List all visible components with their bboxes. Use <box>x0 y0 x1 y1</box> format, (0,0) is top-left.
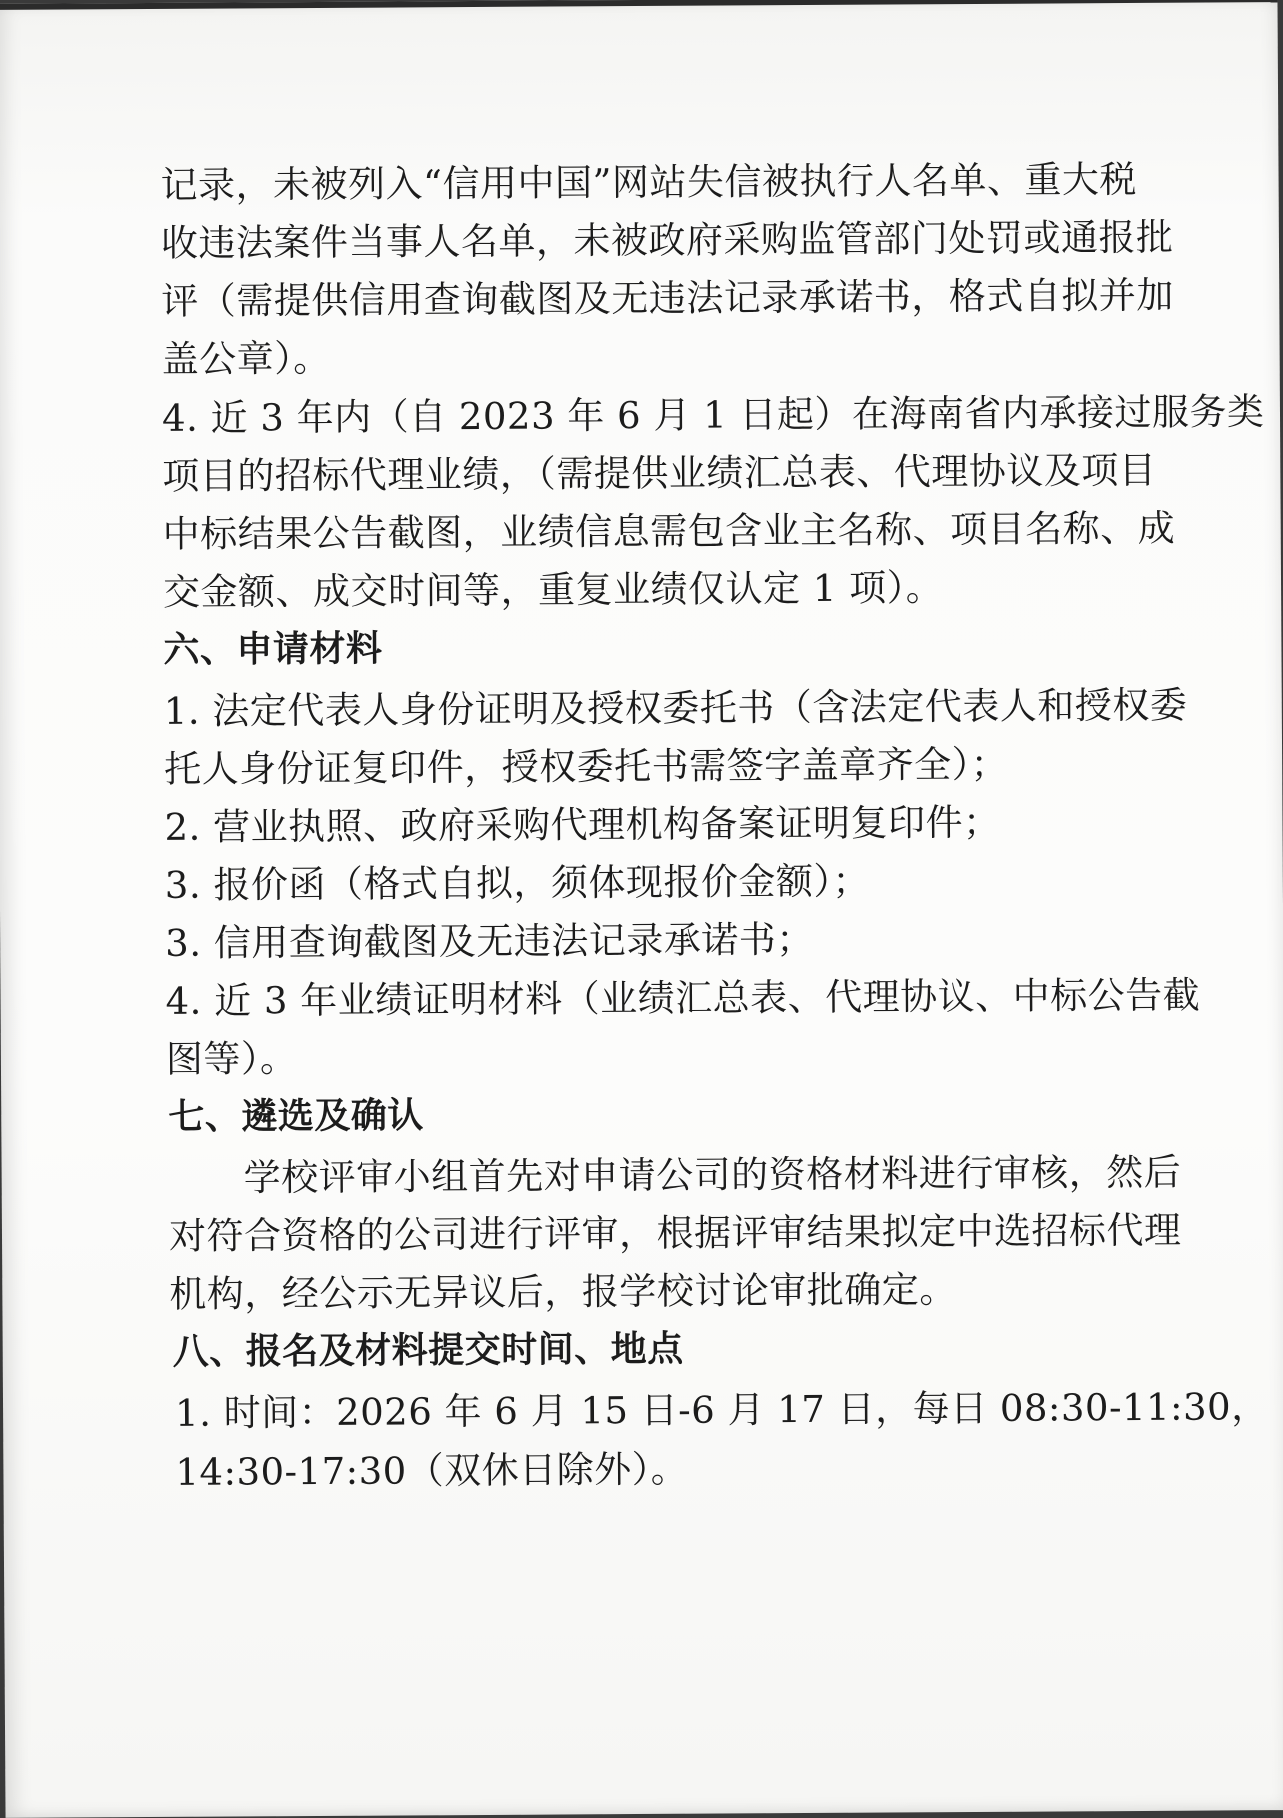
section-heading-selection: 七、遴选及确认 <box>168 1095 424 1138</box>
registration-time-line-1: 1. 时间：2026 年 6 月 15 日-6 月 17 日，每日 08:30-11:30， <box>174 1385 1269 1435</box>
section-heading-application-materials: 六、申请材料 <box>163 628 383 671</box>
material-item-2: 2. 营业执照、政府采购代理机构备案证明复印件； <box>164 800 1001 849</box>
performance-requirement-line-4: 交金额、成交时间等，重复业绩仅认定 1 项）。 <box>162 566 944 614</box>
credit-requirement-line-1: 记录，未被列入“信用中国”网站失信被执行人名单、重大税 <box>160 157 1138 207</box>
selection-paragraph-line-2: 对符合资格的公司进行评审，根据评审结果拟定中选招标代理 <box>168 1208 1182 1258</box>
credit-requirement-line-3: 评（需提供信用查询截图及无违法记录承诺书，格式自拟并加 <box>161 273 1174 323</box>
section-heading-registration: 八、报名及材料提交时间、地点 <box>172 1328 684 1373</box>
material-item-3: 3. 报价函（格式自拟，须体现报价金额）； <box>164 859 871 907</box>
scan-edge <box>0 0 1277 10</box>
registration-time-line-2: 14:30-17:30（双休日除外）。 <box>175 1447 689 1494</box>
material-item-4-line-2: 图等）。 <box>165 1037 298 1081</box>
material-item-1-line-1: 1. 法定代表人身份证明及授权委托书（含法定代表人和授权委 <box>163 683 1188 733</box>
performance-requirement-line-3: 中标结果公告截图，业绩信息需包含业主名称、项目名称、成 <box>162 506 1176 556</box>
selection-paragraph-line-1: 学校评审小组首先对申请公司的资格材料进行审核，然后 <box>243 1150 1182 1200</box>
credit-requirement-line-4: 盖公章）。 <box>161 336 331 381</box>
selection-paragraph-line-3: 机构，经公示无异议后，报学校讨论审批确定。 <box>169 1268 957 1316</box>
material-item-1-line-2: 托人身份证复印件，授权委托书需签字盖章齐全）； <box>164 742 1009 791</box>
credit-requirement-line-2: 收违法案件当事人名单，未被政府采购监管部门处罚或通报批 <box>160 215 1174 265</box>
performance-requirement-line-2: 项目的招标代理业绩，（需提供业绩汇总表、代理协议及项目 <box>162 448 1157 498</box>
material-item-3b: 3. 信用查询截图及无违法记录承诺书； <box>165 917 814 965</box>
performance-requirement-line-1: 4. 近 3 年内（自 2023 年 6 月 1 日起）在海南省内承接过服务类 <box>161 390 1265 440</box>
material-item-4-line-1: 4. 近 3 年业绩证明材料（业绩汇总表、代理协议、中标公告截 <box>165 973 1201 1023</box>
